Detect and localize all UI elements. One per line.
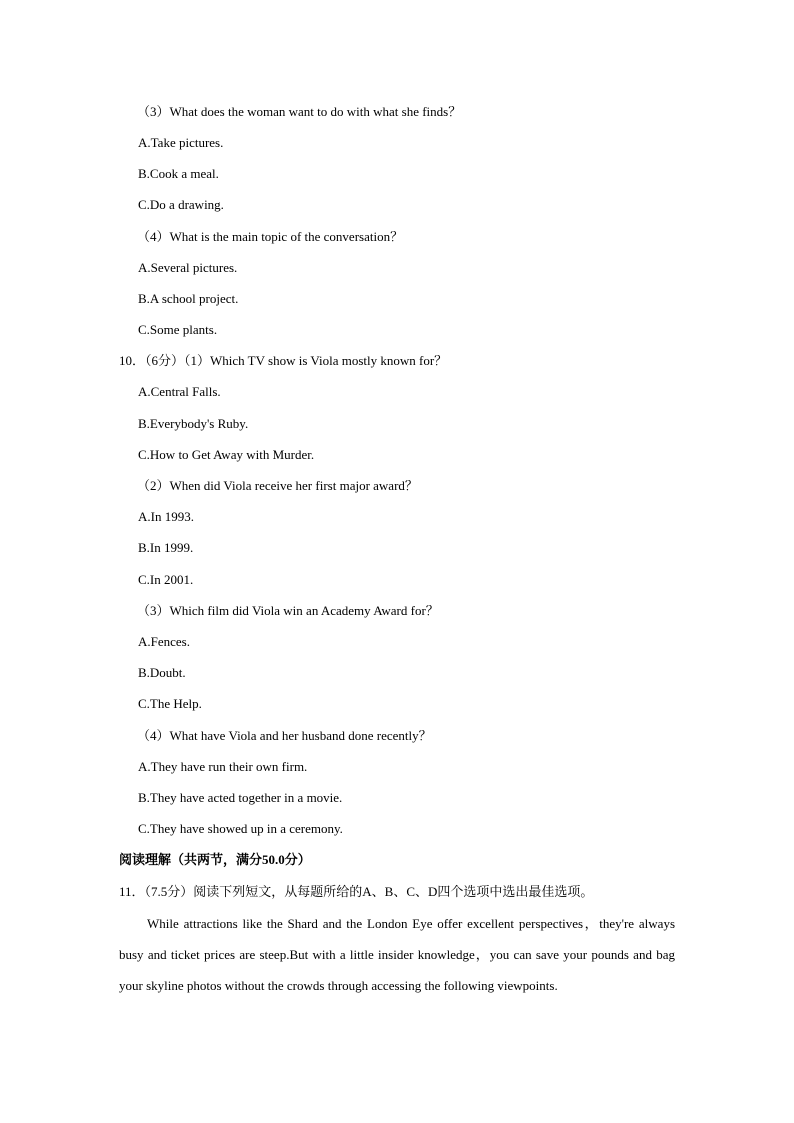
section-heading: 阅读理解（共两节，满分50.0分）	[119, 852, 311, 867]
q10-sub4-option-b: B.They have acted together in a movie.	[138, 790, 343, 805]
q9-sub4-question: （4）What is the main topic of the conversation？	[137, 229, 404, 244]
q9-sub4-option-a: A.Several pictures.	[138, 260, 238, 275]
q9-sub3-option-b: B.Cook a meal.	[138, 166, 219, 181]
q10-sub2-option-c: C.In 2001.	[138, 572, 194, 587]
q10-sub1-option-b: B.Everybody's Ruby.	[138, 416, 249, 431]
q10-sub3-option-b: B.Doubt.	[138, 665, 186, 680]
reading-passage: While attractions like the Shard and the London Eye offer excellent perspectives，they're always busy and ticket prices are steep.But with a little insider knowledge，you can save your pounds and bag your skyline photos without the crowds through accessing the following viewpoints.	[119, 916, 675, 993]
q10-sub4-option-c: C.They have showed up in a ceremony.	[138, 821, 343, 836]
q10-sub4-option-a: A.They have run their own firm.	[138, 759, 308, 774]
q10-sub3-question: （3）Which film did Viola win an Academy Award for？	[137, 603, 439, 618]
q9-sub3-option-c: C.Do a drawing.	[138, 197, 224, 212]
q10-sub3-option-a: A.Fences.	[138, 634, 190, 649]
q10-sub4-question: （4）What have Viola and her husband done recently？	[137, 728, 432, 743]
q10-sub2-question: （2）When did Viola receive her first major award？	[137, 478, 418, 493]
q9-sub3-question: （3）What does the woman want to do with what she finds？	[137, 104, 462, 119]
q9-sub4-option-c: C.Some plants.	[138, 322, 218, 337]
q11-instruction: 11．（7.5分）阅读下列短文，从每题所给的A、B、C、D四个选项中选出最佳选项。	[119, 884, 594, 899]
q9-sub3-option-a: A.Take pictures.	[138, 135, 224, 150]
q10-sub2-option-b: B.In 1999.	[138, 540, 194, 555]
q9-sub4-option-b: B.A school project.	[138, 291, 239, 306]
q10-sub1-question: 10．（6分）（1）Which TV show is Viola mostly known for？	[119, 353, 448, 368]
q10-sub1-option-a: A.Central Falls.	[138, 384, 221, 399]
q10-sub3-option-c: C.The Help.	[138, 696, 202, 711]
q10-sub2-option-a: A.In 1993.	[138, 509, 194, 524]
q10-sub1-option-c: C.How to Get Away with Murder.	[138, 447, 315, 462]
